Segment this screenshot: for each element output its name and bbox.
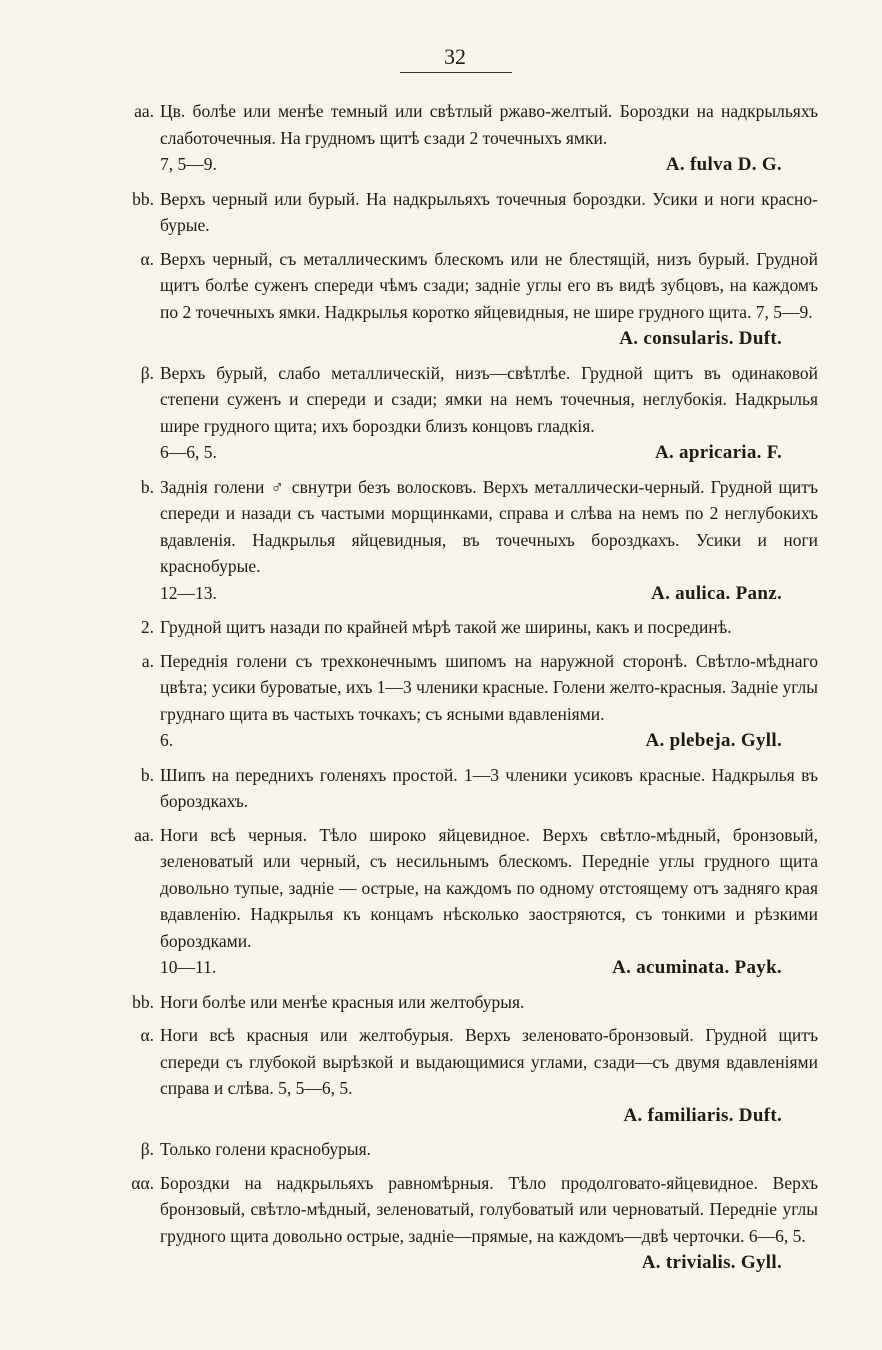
species-name: A. aulica. Panz. xyxy=(651,582,782,604)
species-name: A. familiaris. Duft. xyxy=(623,1104,782,1126)
key-entry xyxy=(118,1022,818,1129)
entry-text: Верхъ черный, съ металлическимъ блескомъ или не блестящій, низъ бурый. Грудной щитъ болѣе суженъ спереди чѣмъ сзади; заднiе углы его въ видѣ зубцовъ, на каждомъ по 2 точечныхъ ямки. Надкрылья коротко яйцевидныя, не шире грудного щита. 7, 5—9. xyxy=(160,248,818,322)
entry-size: 7, 5—9. xyxy=(160,154,217,174)
entry-text: Только голени краснобурыя. xyxy=(160,1139,372,1159)
entry-text: Ноги всѣ черныя. Тѣло широко яйцевидное. Верхъ свѣтло-мѣдный, бронзовый, зеленоватый или черный, съ несильнымъ блескомъ. Передніе углы грудного щита довольно тупые, задніе — острые, на каждомъ по одному отстоящему отъ задняго края вдавленію. Надкрылья къ концамъ нѣсколько заостряются, съ тонкими и рѣзкими бороздками. xyxy=(160,824,818,951)
entry-last-line xyxy=(160,580,818,608)
entry-last-line xyxy=(160,727,818,755)
entry-text: Шипъ на переднихъ голеняхъ простой. 1—3 членики усиковъ красные. Надкрылья въ бороздкахъ. xyxy=(160,764,818,811)
key-entry xyxy=(118,474,818,608)
species-name: A. apricaria. F. xyxy=(654,442,782,463)
entry-marker: bb. xyxy=(132,991,154,1012)
entry-species-line xyxy=(160,1102,818,1130)
entry-marker: αα. xyxy=(131,1172,154,1193)
entry-marker: b. xyxy=(140,476,154,497)
species-name: A. acuminata. Payk. xyxy=(612,957,782,978)
species-name: A. fulva D. G. xyxy=(665,154,782,175)
entry-marker: a. xyxy=(141,650,154,671)
entry-last-line xyxy=(160,954,818,982)
entry-text: Верхъ черный или бурый. На надкрыльяхъ точечныя бороздки. Усики и ноги красно-бурые. xyxy=(160,188,818,235)
entry-text: Грудной щитъ назади по крайней мѣрѣ такой же ширины, какъ и посрединѣ. xyxy=(160,617,732,637)
entry-marker: β. xyxy=(140,1139,154,1159)
header-rule xyxy=(400,72,512,73)
entry-size: 12—13. xyxy=(160,582,217,603)
entry-marker: 2. xyxy=(140,617,154,637)
entry-text: Переднія голени съ трехконечнымъ шипомъ на наружной сторонѣ. Свѣтло-мѣднаго цвѣта; усики буроватые, ихъ 1—3 членики красные. Голени желто-красныя. Задніе углы груднаго щита въ частыхъ точкахъ; съ ясными вдавленіями. xyxy=(160,650,818,724)
key-entry xyxy=(118,762,818,815)
species-name: A. plebeja. Gyll. xyxy=(645,730,782,751)
key-entry xyxy=(118,648,818,755)
entry-text: Бороздки на надкрыльяхъ равномѣрныя. Тѣло продолговато-яйцевидное. Верхъ бронзовый, свѣтло-мѣдный, зеленоватый, голубоватый или черноватый. Передніе углы грудного щита довольно острые, задніе—прямые, на каждомъ—двѣ черточки. 6—6, 5. xyxy=(160,1172,818,1246)
entry-text: Ноги болѣе или менѣе красныя или желтобурыя. xyxy=(160,991,525,1012)
page-number: 32 xyxy=(444,44,466,69)
key-entry xyxy=(118,98,818,179)
key-entry xyxy=(118,989,818,1016)
key-entry xyxy=(118,1136,818,1163)
key-entries xyxy=(118,98,818,1277)
entry-text: Заднія голени ♂ свнутри безъ волосковъ. Верхъ металлически-черный. Грудной щитъ спереди и назади съ частыми морщинками, справа и слѣва на немъ по 2 неглубокихъ вдавленія. Надкрылья яйцевидныя, въ точечныхъ бороздкахъ. Усики и ноги краснобурые. xyxy=(160,476,818,576)
entry-text: Верхъ бурый, слабо металлическій, низъ—свѣтлѣе. Грудной щитъ въ одинаковой степени суженъ и спереди и сзади; ямки на немъ точечныя, неглубокія. Надкрылья шире грудного щита; ихъ бороздки близъ концовъ гладкія. xyxy=(160,362,818,436)
key-entry xyxy=(118,360,818,467)
entry-size: 10—11. xyxy=(160,957,217,977)
species-name: A. trivialis. Gyll. xyxy=(641,1252,782,1273)
entry-marker: α. xyxy=(140,1025,154,1045)
key-entry xyxy=(118,614,818,641)
entry-marker: b. xyxy=(140,764,154,785)
entry-text: Цв. болѣе или менѣе темный или свѣтлый ржаво-желтый. Бороздки на надкрыльяхъ слаботочечныя. На грудномъ щитѣ сзади 2 точечныхъ ямки. xyxy=(160,101,818,148)
entry-marker: aa. xyxy=(134,824,154,845)
key-entry xyxy=(118,246,818,353)
entry-species-line xyxy=(160,325,818,353)
key-entry xyxy=(118,1170,818,1277)
entry-marker: bb. xyxy=(132,188,154,209)
key-entry xyxy=(118,822,818,982)
species-name: A. consularis. Duft. xyxy=(619,328,782,349)
entry-marker: аа. xyxy=(134,101,154,121)
entry-last-line xyxy=(160,151,818,179)
key-entry xyxy=(118,186,818,239)
entry-marker: β. xyxy=(140,362,154,383)
entry-last-line xyxy=(160,439,818,467)
entry-marker: α. xyxy=(140,248,154,269)
entry-species-line xyxy=(160,1249,818,1277)
entry-size: 6. xyxy=(160,730,174,750)
entry-text: Ноги всѣ красныя или желтобурыя. Верхъ зеленовато-бронзовый. Грудной щитъ спереди съ глубокой вырѣзкой и выдающимися углами, сзади—съ двумя вдавленіями справа и слѣва. 5, 5—6, 5. xyxy=(160,1025,818,1098)
entry-size: 6—6, 5. xyxy=(160,442,217,462)
